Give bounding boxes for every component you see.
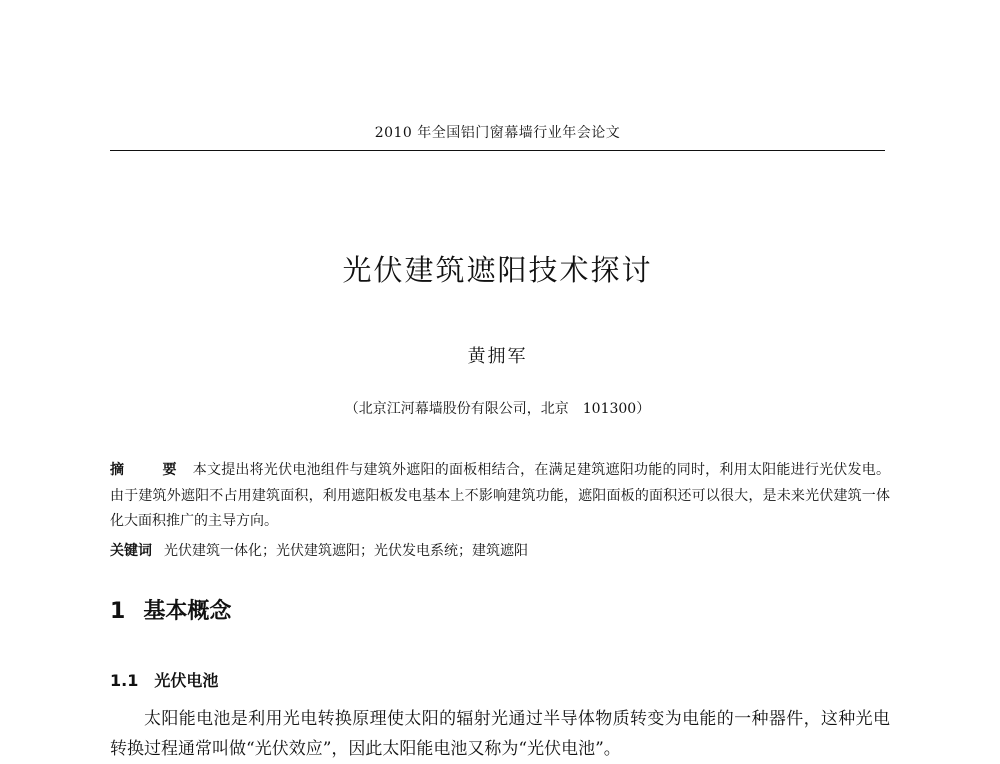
keywords-label: 关键词 <box>110 543 152 559</box>
keywords <box>110 540 890 562</box>
abstract-label: 摘 要 <box>110 462 189 478</box>
subsection-title: 光伏电池 <box>154 671 219 690</box>
running-header: 2010 年全国铝门窗幕墙行业年会论文 <box>374 125 621 141</box>
body-paragraph: 太阳能电池是利用光电转换原理使太阳的辐射光通过半导体物质转变为电能的一种器件，这种光电转换过程通常叫做“光伏效应”，因此太阳能电池又称为“光伏电池”。 <box>110 709 890 759</box>
section-number: 1 <box>110 599 126 624</box>
paper-title: 光伏建筑遮阳技术探讨 <box>342 253 653 287</box>
author-affiliation: （北京江河幕墙股份有限公司，北京 101300） <box>344 401 651 417</box>
subsection-number: 1.1 <box>110 671 139 690</box>
abstract-text: 本文提出将光伏电池组件与建筑外遮阳的面板相结合，在满足建筑遮阳功能的同时，利用太阳能进行光伏发电。由于建筑外遮阳不占用建筑面积，利用遮阳板发电基本上不影响建筑功能，遮阳面板的面积还可以很大，是未来光伏建筑一体化大面积推广的主导方向。 <box>110 462 891 529</box>
author-name: 黄拥军 <box>467 346 528 367</box>
keywords-text: 光伏建筑一体化；光伏建筑遮阳；光伏发电系统；建筑遮阳 <box>164 543 528 559</box>
header-rule <box>110 150 885 151</box>
section-title: 基本概念 <box>143 599 232 624</box>
section-heading <box>110 594 231 625</box>
abstract <box>110 458 890 535</box>
subsection-heading <box>110 668 218 691</box>
